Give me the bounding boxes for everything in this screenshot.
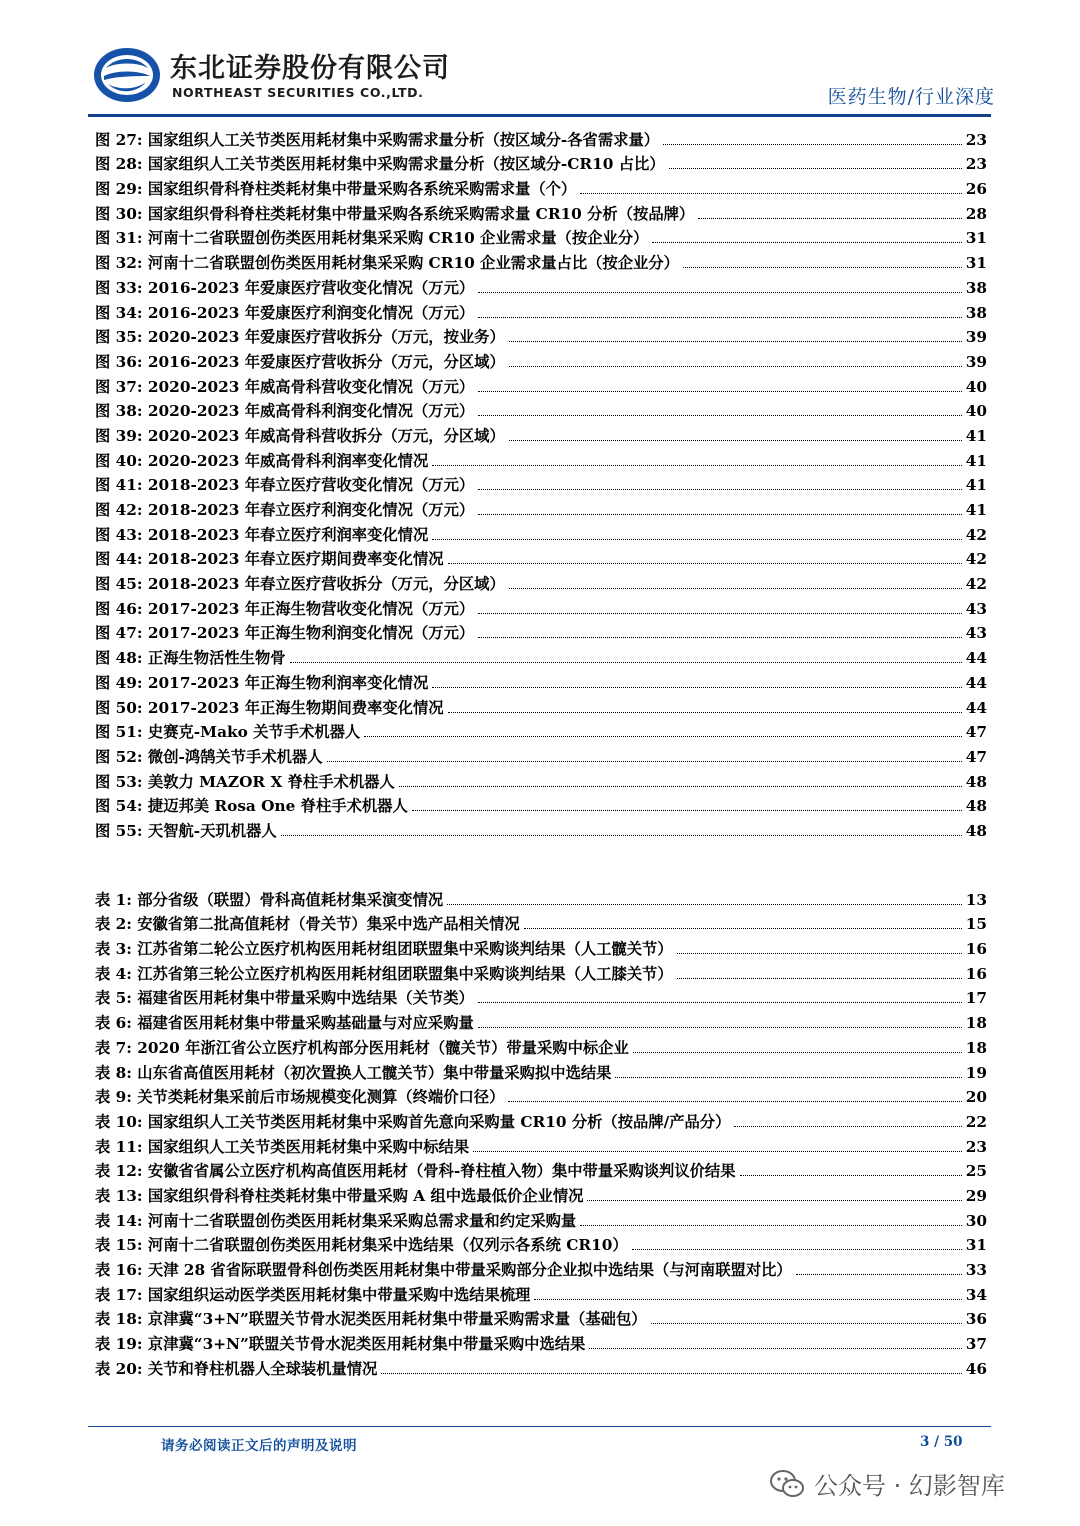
- figure-page-number: 42: [965, 575, 987, 594]
- figure-label: 图 29:: [95, 180, 143, 199]
- figure-title: 2017-2023 年正海生物营收变化情况（万元）: [147, 599, 475, 618]
- table-entry[interactable]: [95, 934, 987, 959]
- dot-leader: [478, 637, 962, 638]
- page-indicator: 3 / 50: [920, 1434, 963, 1450]
- table-entry[interactable]: [95, 1033, 987, 1058]
- figure-label: 图 55:: [95, 821, 143, 840]
- figure-page-number: 48: [965, 797, 987, 816]
- table-label: 表 7:: [95, 1038, 132, 1057]
- dot-leader: [478, 1002, 962, 1003]
- company-name-cn: 东北证券股份有限公司: [170, 53, 450, 84]
- figure-label: 图 53:: [95, 772, 143, 791]
- figure-title: 2020-2023 年爱康医疗营收拆分（万元，按业务）: [147, 328, 505, 347]
- figure-title: 河南十二省联盟创伤类医用耗材集采采购 CR10 企业需求量（按企业分）: [147, 229, 649, 248]
- figure-page-number: 38: [965, 278, 987, 297]
- table-page-number: 19: [965, 1063, 987, 1082]
- figure-page-number: 41: [965, 476, 987, 495]
- figure-title: 微创-鸿鹄关节手术机器人: [147, 747, 323, 766]
- table-entry[interactable]: [95, 1354, 987, 1379]
- table-title: 天津 28 省省际联盟骨科创伤类医用耗材集中带量采购部分企业拟中选结果（与河南联盟对比）: [147, 1261, 792, 1279]
- dot-leader: [580, 1225, 961, 1226]
- figure-page-number: 28: [965, 204, 987, 223]
- table-page-number: 29: [965, 1186, 987, 1205]
- dot-leader: [509, 588, 962, 589]
- figure-entry[interactable]: [95, 372, 987, 397]
- figure-page-number: 41: [965, 426, 987, 445]
- table-title: 江苏省第三轮公立医疗机构医用耗材组团联盟集中采购谈判结果（人工膝关节）: [137, 964, 673, 983]
- figure-page-number: 26: [965, 180, 987, 199]
- dot-leader: [478, 489, 962, 490]
- figure-label: 图 31:: [95, 229, 143, 248]
- table-title: 福建省医用耗材集中带量采购基础量与对应采购量: [137, 1014, 474, 1033]
- table-title: 安徽省第二批高值耗材（骨关节）集采中选产品相关情况: [137, 915, 520, 934]
- dot-leader: [677, 978, 962, 979]
- dot-leader: [448, 563, 962, 564]
- figure-title: 国家组织人工关节类医用耗材集中采购需求量分析（按区域分-CR10 占比）: [147, 155, 665, 174]
- table-page-number: 22: [965, 1112, 987, 1131]
- dot-leader: [447, 904, 962, 905]
- figure-page-number: 44: [965, 698, 987, 717]
- table-page-number: 37: [965, 1335, 987, 1354]
- figure-page-number: 41: [965, 501, 987, 519]
- table-label: 表 2:: [95, 915, 132, 934]
- page-header: [0, 0, 1080, 125]
- figure-label: 图 37:: [95, 377, 143, 396]
- figure-page-number: 40: [965, 377, 987, 396]
- table-page-number: 23: [965, 1137, 987, 1156]
- table-entry[interactable]: [95, 959, 987, 984]
- table-title: 京津冀“3+N”联盟关节骨水泥类医用耗材集中带量采购需求量（基础包）: [147, 1310, 647, 1329]
- figure-label: 图 46:: [95, 599, 143, 618]
- figure-entry[interactable]: [95, 495, 987, 520]
- dot-leader: [677, 953, 962, 954]
- figure-page-number: 31: [965, 254, 987, 273]
- figure-entry[interactable]: [95, 323, 987, 348]
- dot-leader: [698, 218, 961, 219]
- figure-title: 国家组织骨科脊柱类耗材集中带量采购各系统采购需求量（个）: [147, 180, 577, 199]
- figure-entry[interactable]: [95, 471, 987, 496]
- dot-leader: [478, 613, 962, 614]
- table-title: 国家组织人工关节类医用耗材集中采购首先意向采购量 CR10 分析（按品牌/产品分）: [147, 1112, 731, 1131]
- dot-leader: [509, 366, 962, 367]
- figure-page-number: 23: [965, 155, 987, 174]
- figure-entry[interactable]: [95, 643, 987, 668]
- table-entry[interactable]: [95, 1083, 987, 1108]
- figure-entry[interactable]: [95, 298, 987, 323]
- figure-entry[interactable]: [95, 545, 987, 570]
- table-list: [95, 885, 987, 1379]
- dot-leader: [534, 1299, 961, 1300]
- dot-leader: [412, 810, 962, 811]
- company-name-en: NORTHEAST SECURITIES CO.,LTD.: [172, 85, 424, 100]
- dot-leader: [478, 514, 962, 515]
- figure-label: 图 28:: [95, 155, 143, 174]
- figure-page-number: 43: [965, 599, 987, 618]
- figure-entry[interactable]: [95, 199, 987, 224]
- figure-title: 2018-2023 年春立医疗营收变化情况（万元）: [147, 476, 475, 495]
- figure-page-number: 47: [965, 723, 987, 742]
- wechat-icon: [770, 1469, 804, 1499]
- watermark-text: 公众号 · 幻影智库: [814, 1472, 1005, 1500]
- figure-title: 2016-2023 年爱康医疗利润变化情况（万元）: [147, 303, 475, 322]
- figure-label: 图 27:: [95, 130, 143, 149]
- table-page-number: 36: [965, 1310, 987, 1329]
- dot-leader: [478, 415, 962, 416]
- table-entry[interactable]: [95, 885, 987, 910]
- dot-leader: [632, 1249, 962, 1250]
- table-entry[interactable]: [95, 984, 987, 1009]
- figure-label: 图 54:: [95, 797, 143, 816]
- table-page-number: 31: [965, 1236, 987, 1255]
- table-entry[interactable]: [95, 1231, 987, 1256]
- table-label: 表 4:: [95, 964, 132, 983]
- table-page-number: 33: [965, 1261, 987, 1279]
- disclaimer-notice: 请务必阅读正文后的声明及说明: [161, 1438, 357, 1454]
- table-label: 表 13:: [95, 1186, 143, 1205]
- dot-leader: [589, 1348, 961, 1349]
- dot-leader: [478, 292, 962, 293]
- figure-title: 天智航-天玑机器人: [147, 821, 277, 840]
- table-entry[interactable]: [95, 1305, 987, 1330]
- figure-title: 2018-2023 年春立医疗利润率变化情况: [147, 525, 429, 544]
- figure-entry[interactable]: [95, 397, 987, 422]
- dot-leader: [587, 1200, 961, 1201]
- figure-title: 史赛克-Mako 关节手术机器人: [147, 723, 361, 742]
- figure-title: 2016-2023 年爱康医疗营收拆分（万元，分区域）: [147, 352, 505, 371]
- figure-label: 图 51:: [95, 723, 143, 742]
- figure-page-number: 42: [965, 550, 987, 569]
- dot-leader: [473, 1151, 962, 1152]
- table-label: 表 12:: [95, 1162, 143, 1181]
- dot-leader: [669, 168, 962, 169]
- figure-title: 捷迈邦美 Rosa One 脊柱手术机器人: [147, 797, 408, 816]
- dot-leader: [281, 835, 962, 836]
- figure-title: 2020-2023 年威高骨科营收变化情况（万元）: [147, 377, 475, 396]
- dot-leader: [364, 736, 962, 737]
- table-entry[interactable]: [95, 1181, 987, 1206]
- dot-leader: [652, 242, 961, 243]
- figure-page-number: 38: [965, 303, 987, 322]
- figure-entry[interactable]: [95, 742, 987, 767]
- figure-page-number: 39: [965, 352, 987, 371]
- table-label: 表 5:: [95, 989, 132, 1008]
- dot-leader: [509, 341, 962, 342]
- dot-leader: [478, 317, 962, 318]
- figure-entry[interactable]: [95, 347, 987, 372]
- dot-leader: [615, 1077, 961, 1078]
- dot-leader: [524, 928, 962, 929]
- table-entry[interactable]: [95, 1107, 987, 1132]
- figure-entry[interactable]: [95, 792, 987, 817]
- figure-page-number: 41: [965, 451, 987, 470]
- dot-leader: [796, 1274, 962, 1275]
- figure-label: 图 47:: [95, 624, 143, 643]
- table-page-number: 18: [965, 1038, 987, 1057]
- figure-label: 图 34:: [95, 303, 143, 322]
- figure-label: 图 35:: [95, 328, 143, 347]
- figure-label: 图 30:: [95, 204, 143, 223]
- figure-entry[interactable]: [95, 248, 987, 273]
- figure-title: 河南十二省联盟创伤类医用耗材集采采购 CR10 企业需求量占比（按企业分）: [147, 254, 679, 273]
- dot-leader: [432, 687, 961, 688]
- figure-entry[interactable]: [95, 619, 987, 644]
- table-title: 2020 年浙江省公立医疗机构部分医用耗材（髋关节）带量采购中标企业: [137, 1038, 629, 1057]
- table-title: 部分省级（联盟）骨科高值耗材集采演变情况: [137, 890, 444, 909]
- figure-page-number: 44: [965, 649, 987, 668]
- table-label: 表 3:: [95, 940, 132, 959]
- dot-leader: [734, 1126, 961, 1127]
- table-label: 表 1:: [95, 890, 132, 909]
- table-label: 表 20:: [95, 1359, 143, 1378]
- dot-leader: [683, 267, 962, 268]
- figure-entry[interactable]: [95, 520, 987, 545]
- dot-leader: [327, 761, 962, 762]
- dot-leader: [448, 712, 962, 713]
- figure-page-number: 42: [965, 525, 987, 544]
- figure-title: 国家组织人工关节类医用耗材集中采购需求量分析（按区域分-各省需求量）: [147, 130, 660, 149]
- figure-entry[interactable]: [95, 150, 987, 175]
- table-title: 山东省高值医用耗材（初次置换人工髋关节）集中带量采购拟中选结果: [137, 1063, 612, 1082]
- figure-label: 图 42:: [95, 501, 143, 519]
- table-entry[interactable]: [95, 1206, 987, 1231]
- figure-title: 正海生物活性生物骨: [147, 649, 286, 668]
- table-page-number: 20: [965, 1088, 987, 1107]
- figure-title: 2020-2023 年威高骨科利润变化情况（万元）: [147, 402, 475, 421]
- figure-entry[interactable]: [95, 693, 987, 718]
- table-label: 表 8:: [95, 1063, 132, 1082]
- header-divider: [88, 114, 991, 117]
- dot-leader: [432, 465, 961, 466]
- table-entry[interactable]: [95, 1329, 987, 1354]
- dot-leader: [399, 786, 962, 787]
- figure-label: 图 43:: [95, 525, 143, 544]
- dot-leader: [509, 440, 962, 441]
- table-label: 表 19:: [95, 1335, 143, 1354]
- dot-leader: [633, 1052, 962, 1053]
- figure-page-number: 40: [965, 402, 987, 421]
- figure-title: 2016-2023 年爱康医疗营收变化情况（万元）: [147, 278, 475, 297]
- dot-leader: [663, 144, 962, 145]
- table-title: 河南十二省联盟创伤类医用耗材集采中选结果（仅列示各系统 CR10）: [147, 1236, 628, 1255]
- table-page-number: 46: [965, 1359, 987, 1378]
- figure-title: 2017-2023 年正海生物利润率变化情况: [147, 673, 429, 692]
- dot-leader: [381, 1373, 961, 1374]
- figure-page-number: 23: [965, 130, 987, 149]
- table-label: 表 6:: [95, 1014, 132, 1033]
- figure-entry[interactable]: [95, 816, 987, 841]
- table-title: 福建省医用耗材集中带量采购中选结果（关节类）: [137, 989, 474, 1008]
- table-page-number: 18: [965, 1014, 987, 1033]
- figure-label: 图 39:: [95, 426, 143, 445]
- company-logo-icon: [92, 46, 162, 104]
- table-page-number: 16: [965, 940, 987, 959]
- figure-entry[interactable]: [95, 668, 987, 693]
- table-entry[interactable]: [95, 1058, 987, 1083]
- figure-page-number: 48: [965, 772, 987, 791]
- dot-leader: [478, 391, 962, 392]
- table-label: 表 11:: [95, 1137, 143, 1156]
- table-page-number: 25: [965, 1162, 987, 1181]
- table-label: 表 17:: [95, 1285, 143, 1304]
- table-title: 国家组织运动医学类医用耗材集中带量采购中选结果梳理: [147, 1285, 531, 1304]
- table-title: 江苏省第二轮公立医疗机构医用耗材组团联盟集中采购谈判结果（人工髋关节）: [137, 940, 673, 959]
- figure-label: 图 52:: [95, 747, 143, 766]
- figure-title: 美敦力 MAZOR X 脊柱手术机器人: [147, 772, 395, 791]
- table-title: 安徽省省属公立医疗机构高值医用耗材（骨科-脊柱植入物）集中带量采购谈判议价结果: [147, 1162, 736, 1181]
- figure-label: 图 33:: [95, 278, 143, 297]
- table-page-number: 16: [965, 964, 987, 983]
- dot-leader: [580, 193, 961, 194]
- figure-entry[interactable]: [95, 767, 987, 792]
- report-section-label: 医药生物/行业深度: [827, 86, 995, 108]
- table-entry[interactable]: [95, 910, 987, 935]
- figure-list: [95, 125, 987, 841]
- figure-label: 图 49:: [95, 673, 143, 692]
- figure-title: 2020-2023 年威高骨科利润率变化情况: [147, 451, 429, 470]
- table-label: 表 16:: [95, 1261, 143, 1279]
- figure-label: 图 32:: [95, 254, 143, 273]
- figure-title: 2020-2023 年威高骨科营收拆分（万元，分区域）: [147, 426, 505, 445]
- table-page-number: 30: [965, 1211, 987, 1230]
- figure-page-number: 31: [965, 229, 987, 248]
- table-title: 国家组织人工关节类医用耗材集中采购中标结果: [147, 1137, 470, 1156]
- table-title: 关节和脊柱机器人全球装机量情况: [147, 1359, 378, 1378]
- dot-leader: [478, 1027, 962, 1028]
- table-entry[interactable]: [95, 1255, 987, 1280]
- figure-title: 2017-2023 年正海生物期间费率变化情况: [147, 698, 444, 717]
- figure-label: 图 48:: [95, 649, 143, 668]
- figure-label: 图 45:: [95, 575, 143, 594]
- table-label: 表 9:: [95, 1088, 132, 1107]
- watermark: [770, 1466, 1005, 1501]
- figure-title: 2018-2023 年春立医疗营收拆分（万元，分区域）: [147, 575, 505, 594]
- figure-page-number: 47: [965, 747, 987, 766]
- dot-leader: [740, 1175, 962, 1176]
- figure-page-number: 44: [965, 673, 987, 692]
- table-entry[interactable]: [95, 1008, 987, 1033]
- figure-entry[interactable]: [95, 273, 987, 298]
- table-entry[interactable]: [95, 1157, 987, 1182]
- table-page-number: 17: [965, 989, 987, 1008]
- table-page-number: 13: [965, 890, 987, 909]
- figure-entry[interactable]: [95, 446, 987, 471]
- figure-entry[interactable]: [95, 569, 987, 594]
- dot-leader: [290, 662, 962, 663]
- figure-page-number: 39: [965, 328, 987, 347]
- table-page-number: 34: [965, 1285, 987, 1304]
- figure-label: 图 38:: [95, 402, 143, 421]
- figure-label: 图 36:: [95, 352, 143, 371]
- figure-page-number: 43: [965, 624, 987, 643]
- table-label: 表 18:: [95, 1310, 143, 1329]
- table-title: 关节类耗材集采前后市场规模变化测算（终端价口径）: [137, 1088, 505, 1107]
- figure-entry[interactable]: [95, 421, 987, 446]
- table-page-number: 15: [965, 915, 987, 934]
- table-entry[interactable]: [95, 1280, 987, 1305]
- figure-title: 国家组织骨科脊柱类耗材集中带量采购各系统采购需求量 CR10 分析（按品牌）: [147, 204, 695, 223]
- table-title: 京津冀“3+N”联盟关节骨水泥类医用耗材集中带量采购中选结果: [147, 1335, 586, 1354]
- table-title: 国家组织骨科脊柱类耗材集中带量采购 A 组中选最低价企业情况: [147, 1186, 584, 1205]
- footer-divider: [88, 1426, 991, 1427]
- figure-entry[interactable]: [95, 718, 987, 743]
- figure-title: 2018-2023 年春立医疗期间费率变化情况: [147, 550, 444, 569]
- table-label: 表 14:: [95, 1211, 143, 1230]
- figure-label: 图 50:: [95, 698, 143, 717]
- table-label: 表 15:: [95, 1236, 143, 1255]
- table-entry[interactable]: [95, 1132, 987, 1157]
- figure-label: 图 41:: [95, 476, 143, 495]
- figure-entry[interactable]: [95, 594, 987, 619]
- dot-leader: [508, 1101, 961, 1102]
- table-title: 河南十二省联盟创伤类医用耗材集采采购总需求量和约定采购量: [147, 1211, 577, 1230]
- figure-title: 2018-2023 年春立医疗利润变化情况（万元）: [147, 501, 475, 519]
- figure-entry[interactable]: [95, 224, 987, 249]
- dot-leader: [651, 1323, 962, 1324]
- figure-page-number: 48: [965, 821, 987, 840]
- table-label: 表 10:: [95, 1112, 143, 1131]
- figure-entry[interactable]: [95, 174, 987, 199]
- figure-title: 2017-2023 年正海生物利润变化情况（万元）: [147, 624, 475, 643]
- figure-label: 图 40:: [95, 451, 143, 470]
- figure-entry[interactable]: [95, 125, 987, 150]
- figure-label: 图 44:: [95, 550, 143, 569]
- dot-leader: [432, 539, 961, 540]
